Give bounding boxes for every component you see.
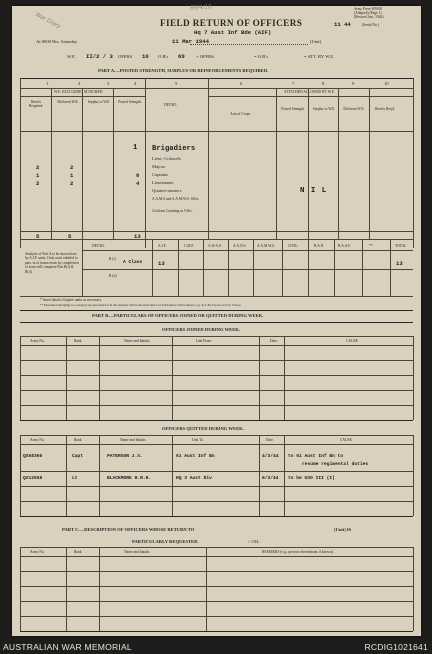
joined-header: Rank <box>74 339 82 343</box>
analysis-header: A.A.M.W.S. <box>257 244 275 248</box>
date: 4/3/44 <box>262 454 279 459</box>
col-num: 7 <box>292 81 295 86</box>
col-num: 5 <box>175 81 178 86</box>
col2-value: 2 <box>70 180 74 187</box>
total-analysis-value: 13 <box>396 260 403 267</box>
unit-label: (Unit) <box>310 39 322 44</box>
joined-header: Unit From. <box>196 339 212 343</box>
total-value: 5 <box>36 233 40 240</box>
analysis-header: CIVIL. <box>288 244 299 248</box>
joined-header: CAUSE. <box>346 339 359 343</box>
col-header: Rein'ts Required. <box>28 100 44 109</box>
col-num: 8 <box>322 81 325 86</box>
rank-label: Lieutenants <box>152 180 174 185</box>
date: 6/3/44 <box>262 476 279 481</box>
part-a-title: PART A.—POSTED STRENGTH, SURPLUS OR REINFORCEMENTS REQUIRED. <box>98 68 269 73</box>
col-num: 9 <box>352 81 355 86</box>
col-header: Surplus to W.E. <box>312 107 336 111</box>
analysis-header: R.A.N. <box>314 244 325 248</box>
footnote: * Insert detail of higher ranks as necessary. <box>40 298 102 302</box>
quitted-header: Date. <box>266 438 274 442</box>
unit-to: HQ 3 Aust Div <box>176 476 212 481</box>
cause-continued: resume regimental duties <box>302 462 369 467</box>
return-date: 11 Mar 1944 <box>172 38 209 45</box>
rank-label: A.A.M.S and A.A.M.W.S. Offrs. <box>152 197 200 201</box>
part-c-header: Name and Initials. <box>124 550 151 554</box>
ors2-label: = O.R's <box>254 54 268 59</box>
analysis-header: A.W.A.S. <box>208 244 222 248</box>
offrs-value: 10 <box>142 53 149 60</box>
group-right-header: ATTACHED ALLOWED BY W.E. <box>284 90 335 94</box>
caption-left: AUSTRALIAN WAR MEMORIAL <box>3 642 132 652</box>
rank-label: Captains <box>152 172 169 177</box>
col-header: Surplus to W.E. <box>87 100 111 104</box>
group-left-header: W.E. EXCLUDING ATTACHED. <box>54 90 104 94</box>
col-num: 10 <box>384 81 389 86</box>
analysis-header: C.M.F. <box>184 244 194 248</box>
form-id-line3: (Revised Jan., 1944) <box>354 15 384 19</box>
joined-header: Name and Initials. <box>124 339 151 343</box>
col-header: Arm of Corps. <box>230 112 251 116</box>
quitted-header: Name and Initials. <box>120 438 147 442</box>
joined-header: Date. <box>270 339 278 343</box>
offrs-label: OFFRS. <box>118 54 134 59</box>
col-num: 2 <box>78 81 81 86</box>
col-num: 6 <box>240 81 243 86</box>
col-header: Deficient W.E. <box>343 107 365 111</box>
quitted-title: OFFICERS QUITTED DURING WEEK. <box>162 426 244 431</box>
quitted-header: Unit To. <box>192 438 204 442</box>
rank: Capt <box>72 454 84 459</box>
analysis-note: Analysis of Part A to be shown here by A.I.F. units. Only units entitled to pats. in of instructions by completion of form will complete Part B(i) & B(ii). <box>25 252 79 274</box>
analysis-header: R.A.A.F. <box>338 244 351 248</box>
quitted-header: Rank <box>74 438 82 442</box>
analysis-header: TOTAL <box>395 244 407 248</box>
offrs2-label: + OFFRS. <box>196 54 215 59</box>
rank: Lt <box>72 476 78 481</box>
joined-header: Army No. <box>30 339 45 343</box>
col-num: 1 <box>46 81 49 86</box>
col1-value: 2 <box>36 180 40 187</box>
att-label: = ATT. BY W.E. <box>304 54 335 59</box>
form-title: FIELD RETURN OF OFFICERS <box>160 18 303 28</box>
ors-label: O.R's <box>158 54 169 59</box>
col4-value: 4 <box>136 180 140 187</box>
part-c-title2: PARTICULARLY REQUESTED. <box>132 539 199 544</box>
analysis-row: B (i) <box>109 257 116 261</box>
col-header: Posted Strength. <box>281 107 305 111</box>
col2-value: 1 <box>70 172 74 179</box>
analysis-header: DETAIL <box>92 244 105 248</box>
col1-value: 2 <box>36 164 40 171</box>
aif-value: 13 <box>158 260 165 267</box>
part-c-title: PART C.—DESCRIPTION OF OFFICERS WHOSE RETURN TO <box>62 527 195 532</box>
col4-value: 6 <box>136 172 140 179</box>
analysis-row: B (ii) <box>109 274 117 278</box>
total-value: 5 <box>68 233 72 240</box>
form-id-line2: (Adapted) (Page 1) <box>354 11 382 15</box>
analysis-header: A.A.N.S. <box>233 244 247 248</box>
part-c-date: / /194 . <box>248 539 261 544</box>
joined-title: OFFICERS JOINED DURING WEEK. <box>162 327 241 332</box>
ors-value: 69 <box>178 53 185 60</box>
archive-caption-bar <box>0 641 432 654</box>
footnote: ** Personnel belonging to a category not provided for in the analysis will be shown in this Col. Particulars will be shown, e.g. in C.M. Forces, in N.Z. Forces <box>40 303 241 307</box>
part-c-header: REMARKS (e.g., present whereabouts if known). <box>262 550 334 554</box>
rank-label: Brigadiers <box>152 145 196 153</box>
part-c-unit-label: (Unit) IS <box>334 527 352 532</box>
col2-value: 2 <box>70 164 74 171</box>
col4-value: 1 <box>133 144 138 152</box>
col-num: 4 <box>134 81 137 86</box>
total-value: 13 <box>134 233 141 240</box>
at-label: At 0600 Hrs. Saturday <box>36 39 78 44</box>
army-no: QX12558 <box>23 476 43 481</box>
rank-label: Civilians Counting as Offrs. <box>152 209 193 213</box>
quitted-header: CAUSE. <box>340 438 353 442</box>
unit-to: 61 Aust Inf Bn <box>176 454 215 459</box>
col-header: Rein'ts Req'd. <box>375 107 395 111</box>
rank-label: Lieut.-Colonels <box>152 156 181 161</box>
pencil-margin-note: War Diary <box>34 11 62 31</box>
quitted-header: Army No. <box>30 438 45 442</box>
part-c-header: Army No. <box>30 550 45 554</box>
analysis-header: A.I.F. <box>158 244 167 248</box>
serial-value: 11 44 <box>334 21 351 28</box>
army-no: QX58366 <box>23 454 43 459</box>
detail-header: DETAIL. <box>164 103 178 107</box>
rank-label: Quarter-masters <box>152 188 182 193</box>
part-b-title: PART B.—PARTICULARS OF OFFICERS JOINED OR QUITTED DURING WEEK. <box>92 313 264 318</box>
officer-name: BLACKMORE H.R.H. <box>107 476 152 481</box>
document-page <box>12 6 421 636</box>
analysis-header: ** <box>369 244 373 248</box>
col-header: Deficient W.E. <box>57 100 79 104</box>
col-header: Posted Strength. <box>118 100 142 104</box>
form-id-line1: Army Form W3008 <box>354 7 382 11</box>
serial-label: (Serial No.) <box>362 23 379 27</box>
we-label: W.E. <box>67 54 77 59</box>
we-value: II/2 / 3 <box>86 53 113 60</box>
unit-name: Hq 7 Aust Inf Bde (AIF) <box>194 29 272 36</box>
col1-value: 1 <box>36 172 40 179</box>
cause: to be GSO III (I) <box>288 476 335 481</box>
cause: to 61 Aust Inf Bn to <box>288 454 344 459</box>
officer-name: PATERSON J.S. <box>107 454 143 459</box>
caption-right: RCDIG1021641 <box>364 642 428 652</box>
nil-entry: N I L <box>300 187 328 195</box>
rank-label: Majors <box>152 164 166 169</box>
part-c-header: Rank <box>74 550 82 554</box>
pencil-reference: 89/4/10 <box>189 4 212 12</box>
class-label: A Class <box>123 260 143 265</box>
col-num: 3 <box>107 81 110 86</box>
